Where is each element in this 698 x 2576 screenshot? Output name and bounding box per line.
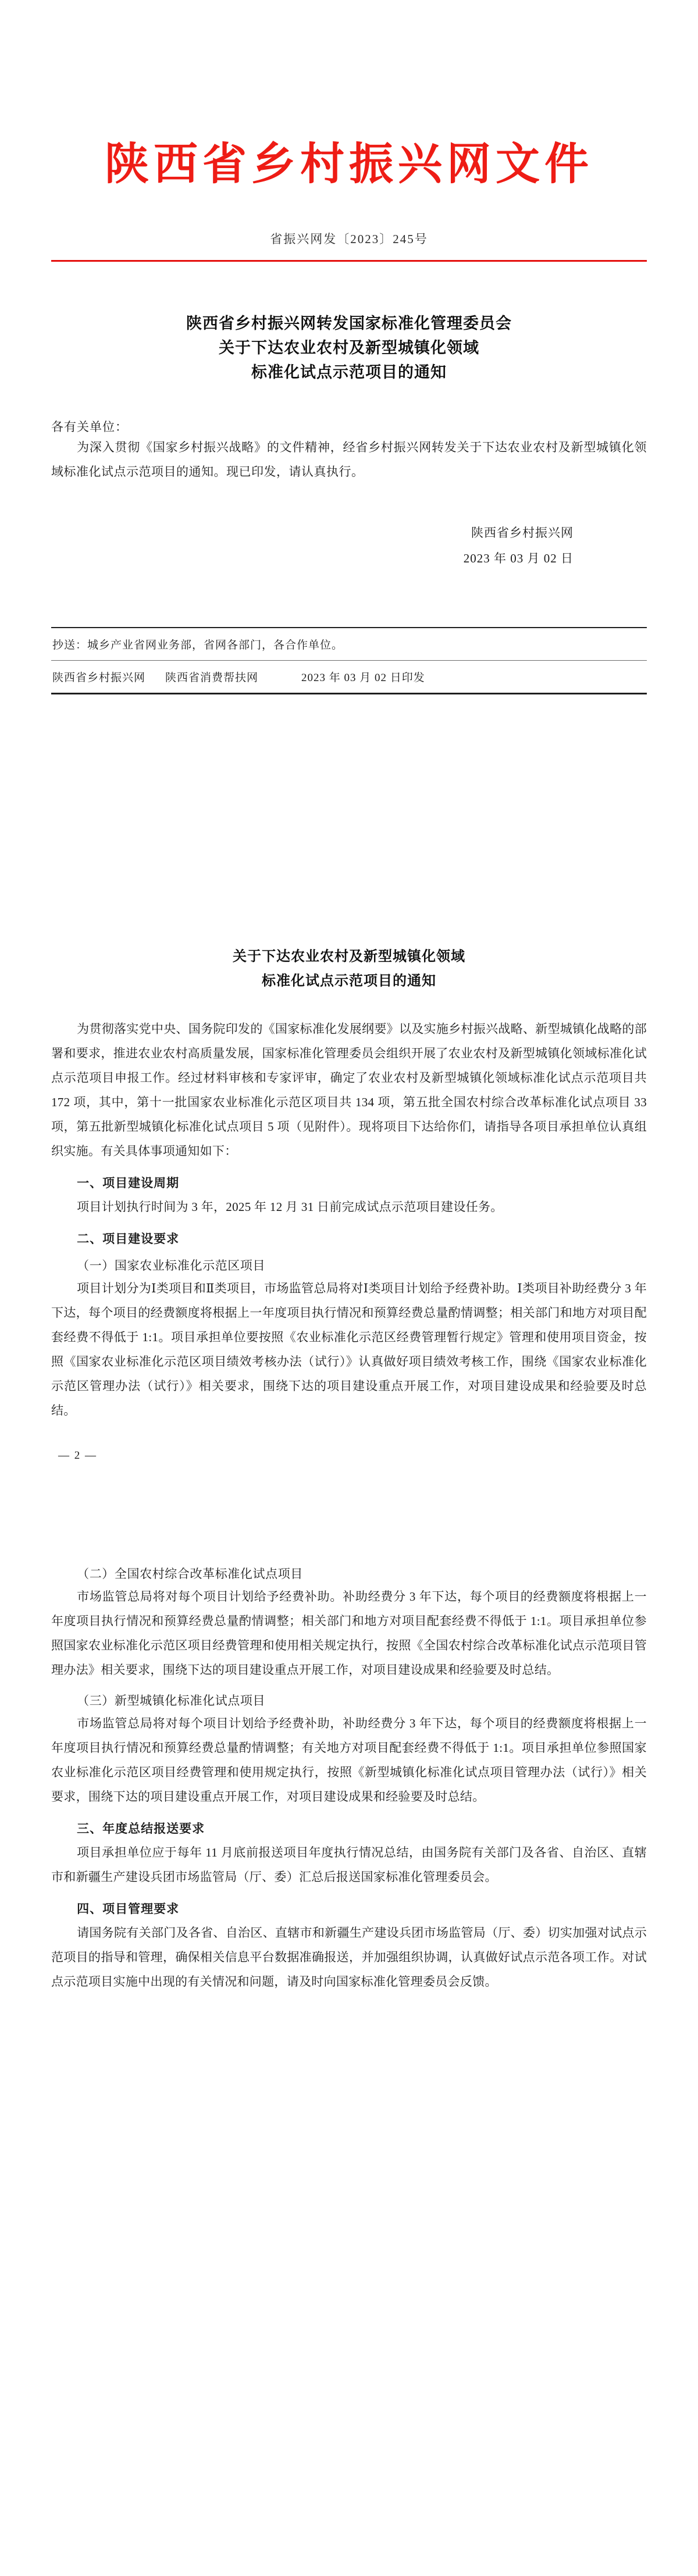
imprint-organization: 陕西省乡村振兴网 (52, 672, 146, 685)
section-4-paragraph-1: 请国务院有关部门及各省、自治区、直辖市和新疆生产建设兵团市场监管局（厅、委）切实加强对试点示范项目的指导和管理，确保相关信息平台数据准确报送，并加强组织协调，认真做好试点示范各项工作。对试点示范项目实施中出现的有关情况和问题，请及时向国家标准化管理委员会反馈。 (51, 1926, 647, 1989)
section-1-paragraph-1: 项目计划执行时间为 3 年，2025 年 12 月 31 日前完成试点示范项目建设任务。 (77, 1200, 503, 1214)
subsection-2-3-paragraph-1: 市场监管总局将对每个项目计划给予经费补助，补助经费分 3 年下达，每个项目的经费额度将根据上一年度项目执行情况和预算经费总量酌情调整；有关地方对项目配套经费不得低于 1:1。项目承担单位参照国家农业标准化示范区项目经费管理和使用规定执行，按照《新型城镇化标准化试点项目管理办法（试行）》相关要求，围绕下达的项目建设重点开展工作，对项目建设成果和经验要及时总结。 (51, 1716, 647, 1804)
footer-rule-bottom (51, 693, 647, 694)
imprint-organization-secondary: 陕西省消费帮扶网 (165, 672, 259, 685)
cover-title-line-2: 关于下达农业农村及新型城镇化领域 (219, 339, 479, 357)
page-number: — 2 — (58, 1449, 97, 1462)
notice-title-line-2: 标准化试点示范项目的通知 (262, 974, 436, 989)
page-break-spacer (51, 1485, 647, 1555)
section-heading-1: 一、项目建设周期 (77, 1176, 180, 1190)
imprint-date: 2023 年 03 月 02 日印发 (301, 672, 425, 685)
subsection-2-1-paragraph-1: 项目计划分为Ⅰ类项目和Ⅱ类项目，市场监管总局将对Ⅰ类项目计划给予经费补助。Ⅰ类项目补助经费分 3 年下达，每个项目的经费额度将根据上一年度项目执行情况和预算经费总量酌情调整；相关部门和地方对项目配套经费不得低于 1:1。项目承担单位要按照《农业标准化示范区经费管理暂行规定》管理和使用项目资金，按照《国家农业标准化示范区项目绩效考核办法（试行）》认真做好项目绩效考核工作，围绕《国家农业标准化示范区管理办法（试行）》相关要求，围绕下达的项目建设重点开展工作，对项目建设成果和经验要及时总结。 (51, 1281, 647, 1417)
imprint-line (51, 661, 647, 693)
section-heading-4: 四、项目管理要求 (77, 1902, 180, 1916)
notice-title (51, 945, 647, 993)
cover-title-line-1: 陕西省乡村振兴网转发国家标准化管理委员会 (186, 315, 512, 333)
subsection-heading-2-1: （一）国家农业标准化示范区项目 (77, 1259, 266, 1273)
section-heading-2: 二、项目建设要求 (77, 1232, 180, 1246)
recipient-salutation: 各有关单位： (51, 419, 128, 434)
subsection-heading-2-2: （二）全国农村综合改革标准化试点项目 (77, 1567, 303, 1581)
cc-distribution-line: 抄送：城乡产业省网业务部，省网各部门，各合作单位。 (52, 639, 344, 652)
notice-intro-paragraph: 为贯彻落实党中央、国务院印发的《国家标准化发展纲要》以及实施乡村振兴战略、新型城镇化战略的部署和要求，推进农业农村高质量发展，国家标准化管理委员会组织开展了农业农村及新型城镇化领域标准化试点示范项目申报工作。经过材料审核和专家评审，确定了农业农村及新型城镇化领域标准化试点示范项目共 172 项，其中，第十一批国家农业标准化示范区项目共 134 项，第五批全国农村综合改革标准化试点项目 33 项，第五批新型城镇化标准化试点项目 5 项（见附件）。现将项目下达给你们，请指导各项目承担单位认真组织实施。有关具体事项通知如下： (51, 1022, 647, 1158)
signing-organization: 陕西省乡村振兴网 (471, 525, 574, 540)
notice-page (0, 907, 698, 2018)
letterhead-banner: 陕西省乡村振兴网文件 (105, 140, 593, 189)
subsection-heading-2-3: （三）新型城镇化标准化试点项目 (77, 1694, 266, 1708)
cover-body-paragraph: 为深入贯彻《国家乡村振兴战略》的文件精神，经省乡村振兴网转发关于下达农业农村及新型城镇化领域标准化试点示范项目的通知。现已印发，请认真执行。 (51, 440, 647, 479)
signing-date: 2023 年 03 月 02 日 (463, 551, 574, 566)
cover-title-line-3: 标准化试点示范项目的通知 (251, 364, 447, 382)
section-3-paragraph-1: 项目承担单位应于每年 11 月底前报送项目年度执行情况总结，由国务院有关部门及各省、自治区、直辖市和新疆生产建设兵团市场监管局（厅、委）汇总后报送国家标准化管理委员会。 (51, 1845, 647, 1884)
signature-block (51, 520, 647, 571)
bottom-spacer (51, 1995, 647, 2018)
subsection-2-2-paragraph-1: 市场监管总局将对每个项目计划给予经费补助。补助经费分 3 年下达，每个项目的经费额度将根据上一年度项目执行情况和预算经费总量酌情调整；相关部门和地方对项目配套经费不得低于 1:1。项目承担单位参照国家农业标准化示范区项目经费管理和使用相关规定执行，按照《全国农村综合改革标准化试点示范项目管理办法》相关要求，围绕下达的项目建设重点开展工作，对项目建设成果和经验要及时总结。 (51, 1590, 647, 1677)
document-number: 省振兴网发〔2023〕245号 (270, 232, 428, 247)
top-margin-spacer (51, 0, 647, 140)
cover-document-title (51, 312, 647, 385)
notice-title-line-1: 关于下达农业农村及新型城镇化领域 (233, 949, 465, 964)
footer-rules-group (51, 627, 647, 694)
cover-page (0, 0, 698, 907)
letterhead-red-rule (51, 260, 647, 262)
section-heading-3: 三、年度总结报送要求 (77, 1822, 205, 1836)
